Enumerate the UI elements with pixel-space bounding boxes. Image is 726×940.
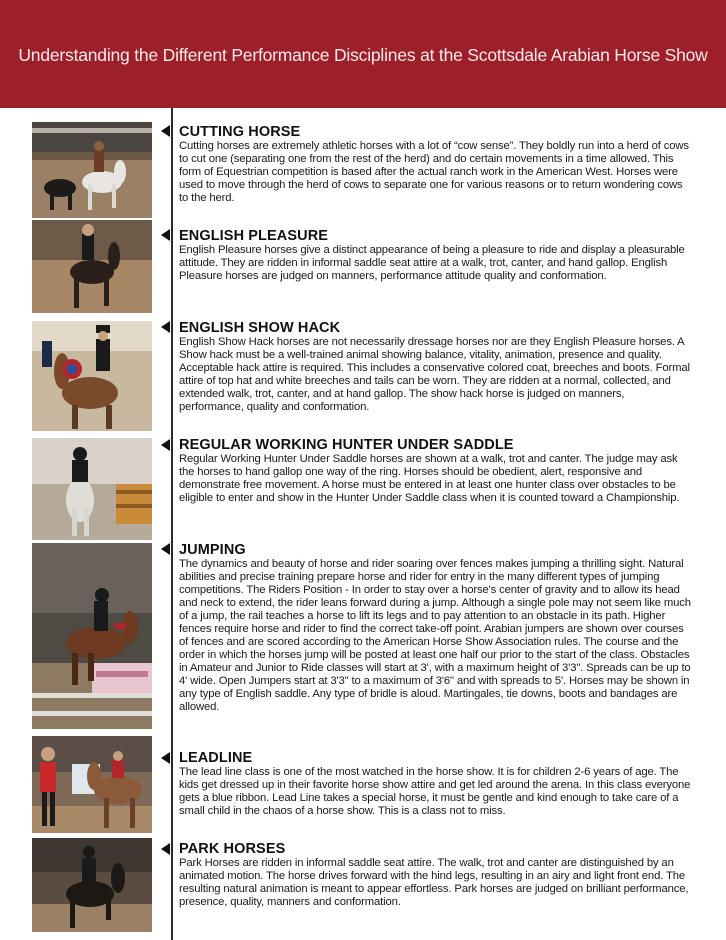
timeline-marker-icon [161, 321, 170, 333]
timeline-marker-icon [161, 125, 170, 137]
cutting-horse-photo [32, 122, 152, 218]
leadline-photo [32, 736, 152, 833]
section-heading: ENGLISH PLEASURE [179, 228, 329, 244]
section-body: Regular Working Hunter Under Saddle horses are shown at a walk, trot and canter. The judge may ask the horses to hand gallop one way of the ring. Horses should be obedient, alert, responsive and demonstrate free movement. A horse must be entered in at least one hunter class over obstacles to be eligible to enter and show in the Hunter Under Saddle class when it is counted toward a Championship. [179, 453, 680, 504]
section-heading: LEADLINE [179, 750, 253, 766]
timeline-marker-icon [161, 543, 170, 555]
timeline-marker-icon [161, 843, 170, 855]
section-body: The lead line class is one of the most watched in the horse show. It is for children 2-6 years of age. The kids get dressed up in their favorite horse show attire and get led around the arena. In this class everyone gets a blue ribbon. Lead Line takes a special horse, it must be gentle and kind enough to take care of a small child in the chaos of a horse show. This is a class not to miss. [179, 766, 691, 817]
section-heading: ENGLISH SHOW HACK [179, 320, 341, 336]
section-body: Cutting horses are extremely athletic horses with a lot of “cow sense”. They boldly run into a herd of cows to cut one (separating one from the rest of the herd) and do certain movements in a time allowed. This form of Equestrian competition is based after the actual ranch work in the American West. Horses were used to move through the herd of cows to separate one for various reasons or to return wondering cows to the herd. [179, 140, 689, 204]
english-pleasure-photo [32, 220, 152, 313]
section-heading: REGULAR WORKING HUNTER UNDER SADDLE [179, 437, 514, 453]
timeline-line [171, 108, 173, 940]
section-body: English Show Hack horses are not necessarily dressage horses nor are they English Pleasure horses. A Show hack must be a well-trained animal showing balance, vitality, animation, presence and quality. Acceptable hack attire is required. This includes a conservative colored coat, breeches and boots. Formal attire of top hat and white breeches and tails can be worn. They are ridden at a normal, collected, and extended walk, trot, canter, and at hand gallop. The show hack horse is judged on manners, performance, quality and conformation. [179, 336, 690, 413]
page-title: Understanding the Different Performance Disciplines at the Scottsdale Arabian Horse Show [18, 45, 708, 65]
timeline-marker-icon [161, 439, 170, 451]
section-body: English Pleasure horses give a distinct appearance of being a pleasure to ride and display a pleasurable attitude. They are ridden in informal saddle seat attire at a walk, trot, canter, and hand gallop. English Pleasure horses are judged on manners, performance attitude quality and conformation. [179, 244, 685, 282]
section-heading: PARK HORSES [179, 841, 286, 857]
section-body: The dynamics and beauty of horse and rider soaring over fences makes jumping a thrilling sight. Natural abilities and precise training prepare horse and rider for entry in the many different types of jumping competitions. The Riders Position - In order to stay over a horse's center of gravity and to allow its head and neck to extend, the rider leans forward during a jump. Although a single pole may not seem like much of a jump, the rail teaches a horse to lift its legs and to pay attention to an obstacle in its path. Higher fences require horse and rider to find the correct take-off point. Arabian jumpers are shown over courses of fences and are scored according to the American Horse Show Association rules. The course and the order in which the horses jump will be posted at least one half our prior to the start of the class. Obstacles in Amateur and Junior to Ride classes will start at 3', with a maximum height of 3'3". Spreads can be up to 4' wide. Open Jumpers start at 3'3" to a maximum of 3'6" and with spreads to 5'. Horses may be shown in any type of English saddle. Any type of bridle is aloud. Martingales, tie downs, boots and bandages are allowed. [179, 558, 691, 713]
timeline-marker-icon [161, 229, 170, 241]
regular-working-hunter-photo [32, 438, 152, 540]
timeline-marker-icon [161, 752, 170, 764]
section-body: Park Horses are ridden in informal saddle seat attire. The walk, trot and canter are distinguished by an animated motion. The horse drives forward with the hind legs, resulting in an airy and light front end. The resulting natural animation is meant to appear effortless. Park horses are judged on brilliant performance, presence, quality, manners and conformation. [179, 857, 689, 908]
section-heading: JUMPING [179, 542, 246, 558]
jumping-photo [32, 543, 152, 729]
section-heading: CUTTING HORSE [179, 124, 301, 140]
english-show-hack-photo [32, 321, 152, 431]
header-banner [0, 0, 726, 108]
park-horses-photo [32, 838, 152, 932]
